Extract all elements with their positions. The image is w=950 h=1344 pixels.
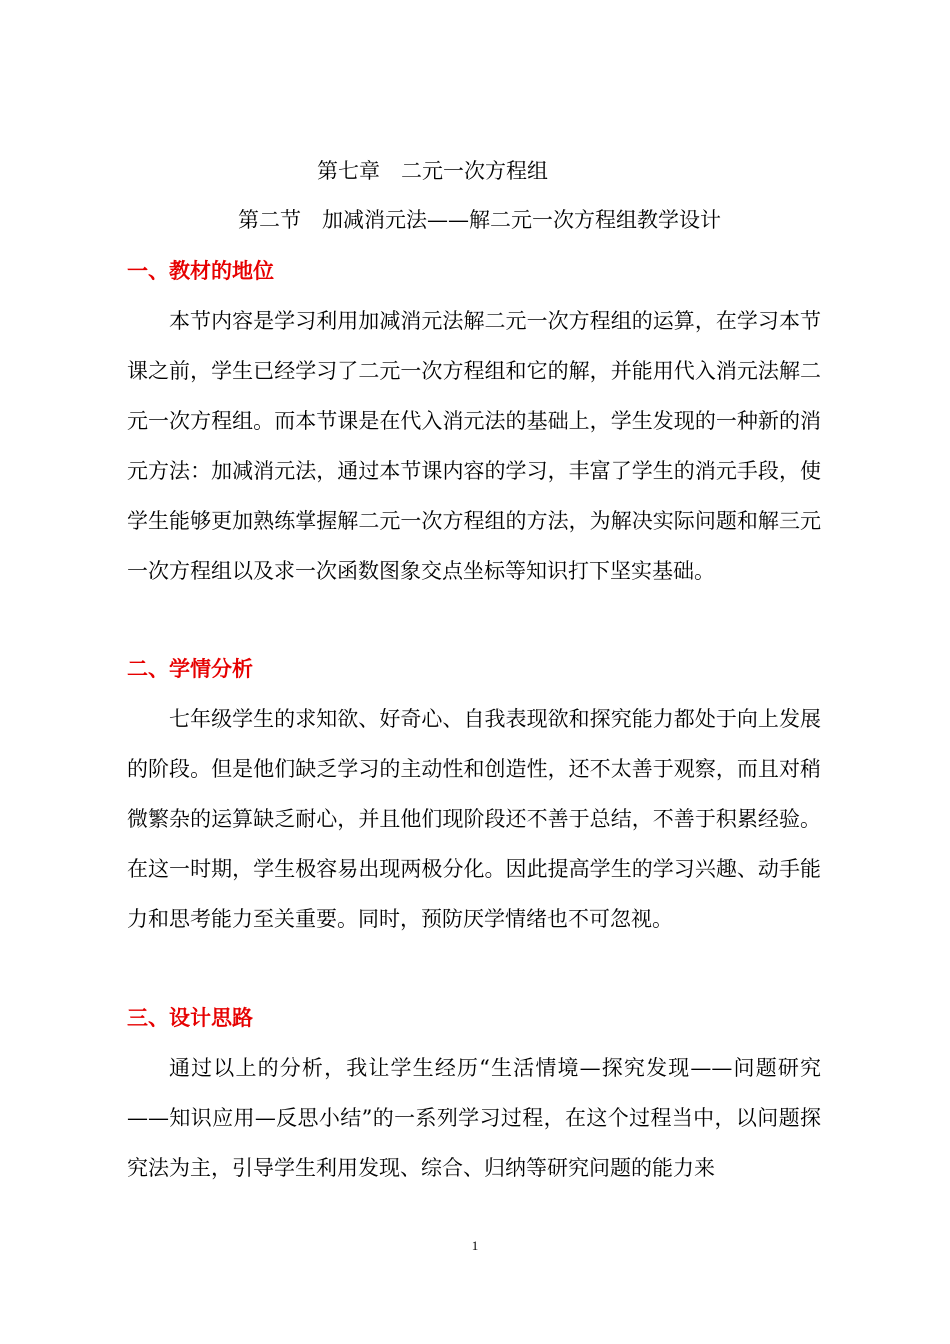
paragraph-design-idea: 通过以上的分析，我让学生经历“生活情境—探究发现——问题研究——知识应用—反思小结”的一系列学习过程，在这个过程当中，以问题探究法为主，引导学生利用发现、综合、归纳等研究问题的能力来 xyxy=(127,1056,821,1180)
section-heading-student-analysis: 二、学情分析 xyxy=(127,657,253,681)
page-number: 1 xyxy=(471,1238,479,1253)
paragraph-textbook-position: 本节内容是学习利用加减消元法解二元一次方程组的运算，在学习本节课之前，学生已经学习了二元一次方程组和它的解，并能用代入消元法解二元一次方程组。而本节课是在代入消元法的基础上，学生发现的一种新的消元方法：加减消元法，通过本节课内容的学习，丰富了学生的消元手段，使学生能够更加熟练掌握解二元一次方程组的方法，为解决实际问题和解三元一次方程组以及求一次函数图象交点坐标等知识打下坚实基础。 xyxy=(127,309,821,583)
section-heading-textbook-position: 一、教材的地位 xyxy=(127,259,274,283)
chapter-title: 第七章 二元一次方程组 xyxy=(317,159,548,183)
section-heading-design-idea: 三、设计思路 xyxy=(127,1006,253,1030)
section-title: 第二节 加减消元法——解二元一次方程组教学设计 xyxy=(238,208,721,232)
paragraph-student-analysis: 七年级学生的求知欲、好奇心、自我表现欲和探究能力都处于向上发展的阶段。但是他们缺乏学习的主动性和创造性，还不太善于观察，而且对稍微繁杂的运算缺乏耐心，并且他们现阶段还不善于总结，不善于积累经验。在这一时期，学生极容易出现两极分化。因此提高学生的学习兴趣、动手能力和思考能力至关重要。同时，预防厌学情绪也不可忽视。 xyxy=(127,707,821,931)
